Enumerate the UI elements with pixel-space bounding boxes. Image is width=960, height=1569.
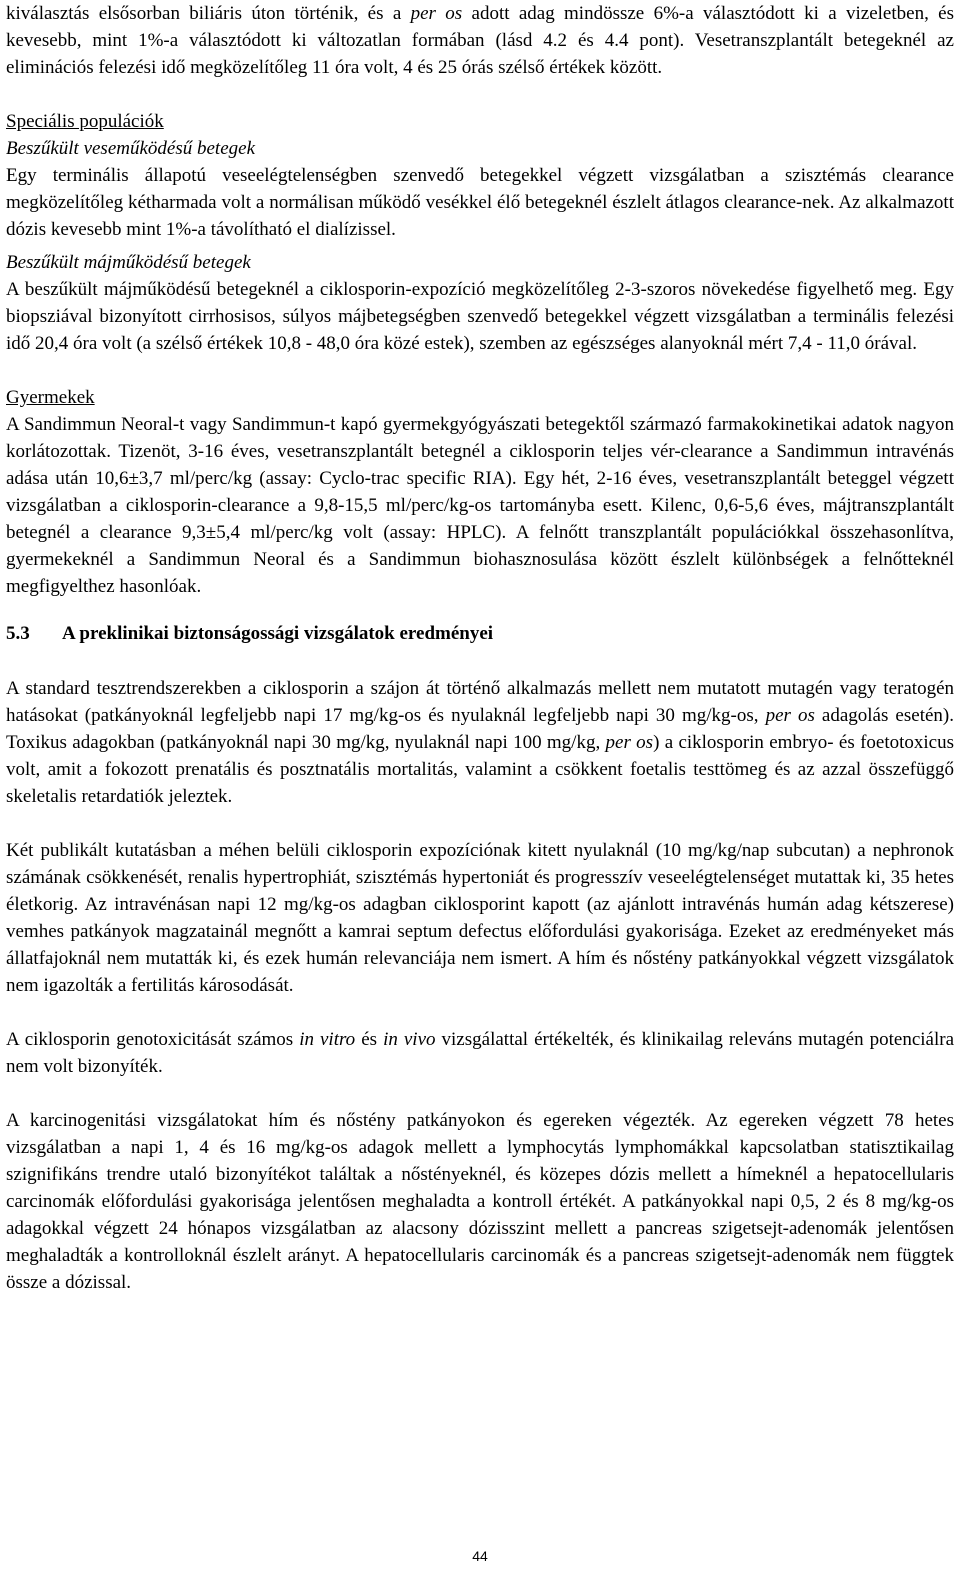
text-run: kiválasztás elsősorban biliáris úton történik, és a bbox=[6, 3, 411, 24]
hepatic-subheading: Beszűkült májműködésű betegek bbox=[6, 252, 251, 273]
special-populations-heading: Speciális populációk bbox=[6, 111, 164, 132]
preclinical-paragraph-1 bbox=[6, 675, 954, 810]
hepatic-paragraph: A beszűkült májműködésű betegeknél a ciklosporin-expozíció megközelítőleg 2-3-szoros növekedése figyelhető meg. Egy biopsziával bizonyított cirrhosisos, súlyos májbetegségben szenvedő betegekkel végzett vizsgálatban a terminális felezési idő 20,4 óra volt (a szélső értékek 10,8 - 48,0 óra közé estek), szemben az egészséges alanyoknál mért 7,4 - 11,0 órával. bbox=[6, 279, 954, 354]
children-paragraph: A Sandimmun Neoral-t vagy Sandimmun-t kapó gyermekgyógyászati betegektől származó farmakokinetikai adatok nagyon korlátozottak. Tizenöt, 3-16 éves, vesetranszplantált betegnél a ciklosporin teljes vér-clearance a Sandimmun intravénás adása után 10,6±3,7 ml/perc/kg (assay: Cyclo-trac specific RIA). Egy hét, 2-16 éves, vesetranszplantált beteggel végzett vizsgálatban a ciklosporin-clearance a 9,8-15,5 ml/perc/kg-os tartományba esett. Kilenc, 0,6-5,6 éves, májtranszplantált betegnél a clearance 9,3±5,4 ml/perc/kg volt (assay: HPLC). A felnőtt transzplantált populációkkal összehasonlítva, gyermekeknél a Sandimmun Neoral és a Sandimmun biohasznosulása között észlelt különbségek a felnőtteknél megfigyelthez hasonlóak. bbox=[6, 414, 954, 597]
section-number: 5.3 bbox=[6, 623, 30, 644]
text-run: és bbox=[355, 1029, 384, 1050]
preclinical-paragraph-3 bbox=[6, 1026, 954, 1080]
section-title: A preklinikai biztonságossági vizsgálatok eredményei bbox=[62, 623, 494, 644]
text-run: ) a ciklosporin embryo- és foetotoxicus volt, amit a fokozott prenatális és posztnatális mortalitás, valamint a csökkent foetalis testtömeg és az azzal összefüggő skeletalis retardatiók jeleztek. bbox=[6, 732, 954, 807]
italic-phrase: in vivo bbox=[383, 1029, 436, 1050]
preclinical-paragraph-4 bbox=[6, 1107, 954, 1296]
text-run: A karcinogenitási vizsgálatokat hím és nőstény patkányokon és egereken végezték. Az egereken végzett 78 hetes vizsgálatban a napi 1, 4 és 16 mg/kg-os adagok mellett a lymphocytás lymphomákkal kapcsolatban statisztikailag szignifikáns trendre utaló bizonyítékot találtak a nőstényeknél, és közepes dózis mellett a hímeknél a hepatocellularis carcinomák előfordulási gyakorisága jelentősen meghaladta a kontroll értékét. A patkányokkal napi 0,5, 2 és 8 mg/kg-os adagokkal végzett 24 hónapos vizsgálatban az alacsony dózisszint mellett a pancreas szigetsejt-adenomák jelentősen meghaladták a kontrolloknál észlelt arányt. A hepatocellularis carcinomák és a pancreas szigetsejt-adenomák nem függtek össze a dózissal. bbox=[6, 1110, 954, 1293]
italic-phrase: per os bbox=[410, 3, 463, 24]
renal-subheading: Beszűkült veseműködésű betegek bbox=[6, 138, 256, 159]
text-run: A standard tesztrendszerekben a ciklosporin a szájon át történő alkalmazás mellett nem mutatott mutagén vagy teratogén hatásokat (patkányoknál legfeljebb napi 17 mg/kg-os és nyulaknál legfeljebb napi 30 mg/kg-os, bbox=[6, 678, 954, 726]
text-run: Két publikált kutatásban a méhen belüli ciklosporin expozíciónak kitett nyulaknál (10 mg/kg/nap subcutan) a nephronok számának csökkenését, renalis hypertrophiát, szisztémás hypertoniát és progresszív veseelégtelenséget mutattak ki, 35 hetes életkorig. Az intravénásan napi 12 mg/kg-os adagban ciklosporint kapott (az ajánlott intravénás humán adag kétszerese) vemhes patkányok magzatainál megnőtt a kamrai septum defectus előfordulási gyakorisága. Ezeket az eredményeket más állatfajoknál nem mutatták ki, és ezek humán relevanciája nem ismert. A hím és nőstény patkányokkal végzett vizsgálatok nem igazolták a fertilitás károsodását. bbox=[6, 840, 954, 996]
preclinical-paragraph-2 bbox=[6, 837, 954, 999]
page-number: 44 bbox=[472, 1548, 488, 1564]
text-run: adagolás esetén). Toxikus adagokban (patkányoknál napi 30 mg/kg, nyulaknál napi 100 mg/kg, bbox=[6, 705, 954, 753]
italic-phrase: in vitro bbox=[299, 1029, 356, 1050]
italic-phrase: per os bbox=[605, 732, 654, 753]
text-run: A ciklosporin genotoxicitását számos bbox=[6, 1029, 300, 1050]
children-heading: Gyermekek bbox=[6, 387, 95, 408]
renal-paragraph: Egy terminális állapotú veseelégtelenségben szenvedő betegekkel végzett vizsgálatban a szisztémás clearance megközelítőleg kétharmada volt a normálisan működő vesékkel élő betegeknél észlelt átlagos clearance-nek. Az alkalmazott dózis kevesebb mint 1%-a távolítható el dialízissel. bbox=[6, 165, 954, 240]
text-run: vizsgálattal értékelték, és klinikailag releváns mutagén potenciálra nem volt bizonyíték. bbox=[6, 1029, 955, 1077]
italic-phrase: per os bbox=[765, 705, 815, 726]
intro-paragraph bbox=[6, 0, 954, 81]
section-heading bbox=[6, 620, 954, 647]
text-run: adott adag mindössze 6%-a választódott ki a vizeletben, és kevesebb, mint 1%-a választódott ki változatlan formában (lásd 4.2 és 4.4 pont). Vesetranszplantált betegeknél az eliminációs felezési idő megközelítőleg 11 óra volt, 4 és 25 órás szélső értékek között. bbox=[6, 3, 954, 78]
